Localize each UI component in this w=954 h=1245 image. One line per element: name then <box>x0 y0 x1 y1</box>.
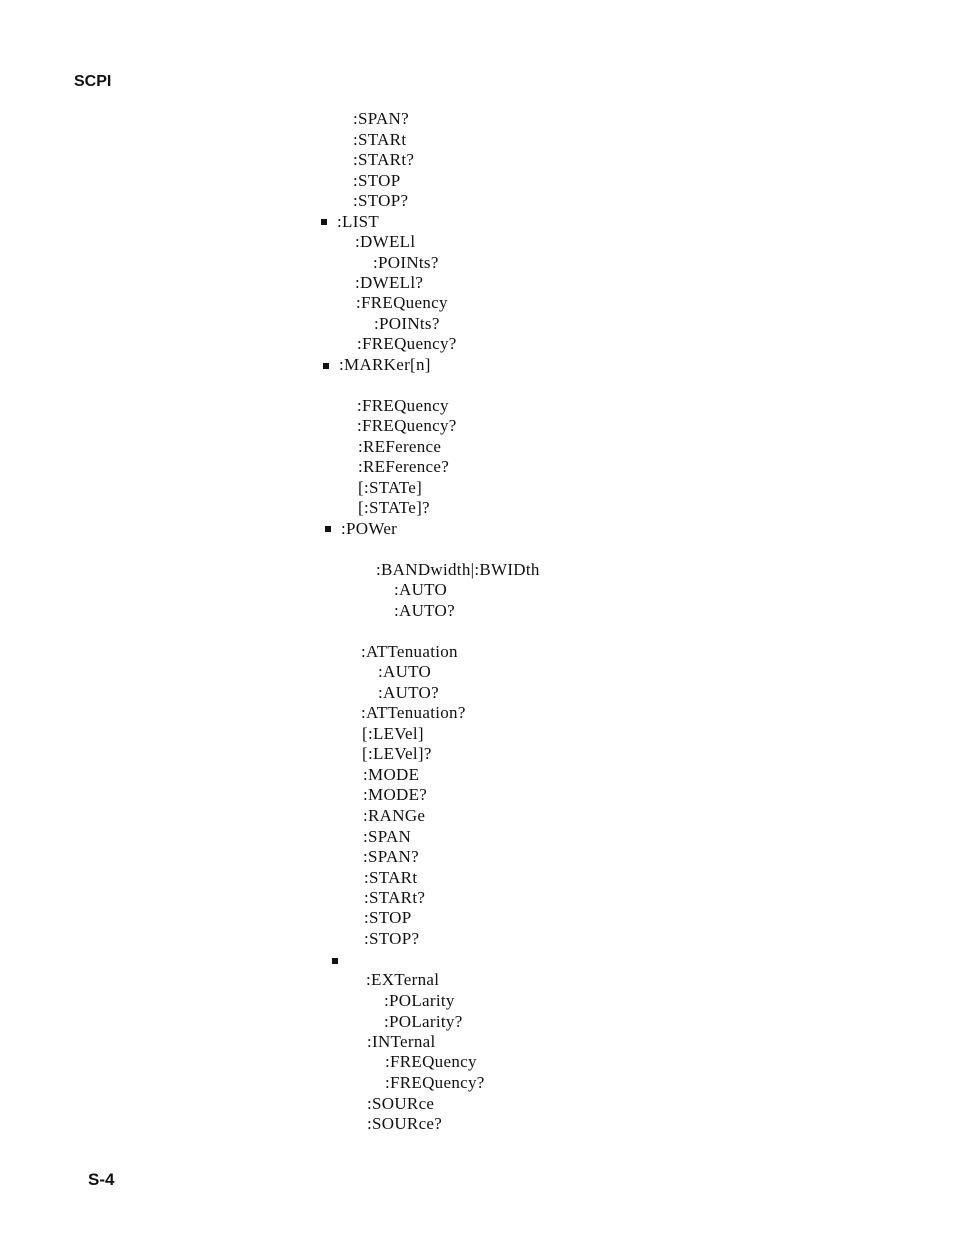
bullet-unlabeled-icon <box>332 958 338 964</box>
bullet-list-icon <box>321 219 327 225</box>
cmd-power-bandwidth-auto: :AUTO <box>394 580 448 599</box>
cmd-external-polarity: :POLarity <box>384 991 455 1010</box>
cmd-list: :LIST <box>337 212 380 231</box>
cmd-marker-frequency: :FREQuency <box>357 396 449 415</box>
bullet-power-icon <box>325 526 331 532</box>
cmd-span-query: :SPAN? <box>353 109 409 128</box>
cmd-marker-state: [:STATe] <box>358 478 423 497</box>
cmd-power-attenuation-auto: :AUTO <box>378 662 432 681</box>
cmd-power: :POWer <box>341 519 398 538</box>
cmd-power-stop: :STOP <box>364 908 412 927</box>
cmd-marker-frequency-query: :FREQuency? <box>357 416 457 435</box>
cmd-marker: :MARKer[n] <box>339 355 431 374</box>
cmd-marker-reference: :REFerence <box>358 437 442 456</box>
cmd-start: :STARt <box>353 130 407 149</box>
cmd-power-span: :SPAN <box>363 827 412 846</box>
cmd-external: :EXTernal <box>366 970 440 989</box>
cmd-power-bandwidth: :BANDwidth|:BWIDth <box>376 560 540 579</box>
cmd-power-span-query: :SPAN? <box>363 847 419 866</box>
cmd-power-attenuation-query: :ATTenuation? <box>361 703 466 722</box>
cmd-power-mode-query: :MODE? <box>363 785 428 804</box>
cmd-internal: :INTernal <box>367 1032 436 1051</box>
bullet-marker-icon <box>323 363 329 369</box>
cmd-power-attenuation: :ATTenuation <box>361 642 458 661</box>
cmd-start-query: :STARt? <box>353 150 415 169</box>
cmd-list-dwell-points-query: :POINts? <box>373 253 439 272</box>
cmd-list-frequency-query: :FREQuency? <box>357 334 457 353</box>
cmd-power-start: :STARt <box>364 868 418 887</box>
page-number: S-4 <box>88 1170 115 1189</box>
cmd-power-level: [:LEVel] <box>362 724 424 743</box>
cmd-power-stop-query: :STOP? <box>364 929 420 948</box>
cmd-stop: :STOP <box>353 171 401 190</box>
cmd-list-dwell: :DWELl <box>355 232 416 251</box>
cmd-power-range: :RANGe <box>363 806 426 825</box>
cmd-stop-query: :STOP? <box>353 191 409 210</box>
cmd-power-bandwidth-auto-query: :AUTO? <box>394 601 455 620</box>
cmd-marker-reference-query: :REFerence? <box>358 457 450 476</box>
cmd-power-start-query: :STARt? <box>364 888 426 907</box>
cmd-list-frequency-points-query: :POINts? <box>374 314 440 333</box>
cmd-external-polarity-query: :POLarity? <box>384 1012 463 1031</box>
cmd-power-level-query: [:LEVel]? <box>362 744 432 763</box>
cmd-list-dwell-query: :DWELl? <box>355 273 424 292</box>
cmd-source: :SOURce <box>367 1094 435 1113</box>
cmd-power-mode: :MODE <box>363 765 420 784</box>
cmd-marker-state-query: [:STATe]? <box>358 498 430 517</box>
cmd-internal-frequency: :FREQuency <box>385 1052 477 1071</box>
section-header: SCPI <box>74 73 112 90</box>
cmd-source-query: :SOURce? <box>367 1114 443 1133</box>
cmd-list-frequency: :FREQuency <box>356 293 448 312</box>
cmd-power-attenuation-auto-query: :AUTO? <box>378 683 439 702</box>
cmd-internal-frequency-query: :FREQuency? <box>385 1073 485 1092</box>
